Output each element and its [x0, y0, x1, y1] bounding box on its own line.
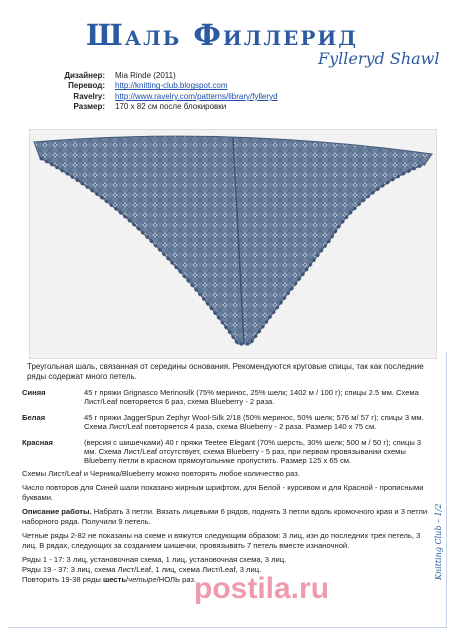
page-title: Шаль Филлерид — [86, 18, 359, 52]
repeat-rows-suffix: /НОЛЬ раз. — [156, 575, 197, 584]
size-label: Размер: — [73, 102, 105, 112]
ravelry-label: Ravelry: — [73, 91, 105, 101]
repeat-note: Схемы Лист/Leaf и Черника/Blueberry можно повторять любое количество раз. — [22, 469, 300, 478]
translation-row — [40, 81, 278, 91]
ravelry-link[interactable]: http://www.ravelry.com/patterns/library/fylleryd — [115, 91, 278, 101]
shawl-image — [30, 130, 436, 358]
translation-link[interactable]: http://knitting-club.blogspot.com — [115, 81, 228, 91]
designer-row — [40, 71, 278, 81]
pattern-info — [40, 71, 278, 113]
designer-value: Mia Rinde (2011) — [115, 71, 176, 80]
designer-label: Дизайнер: — [64, 71, 105, 80]
page-subtitle: Fylleryd Shawl — [318, 49, 440, 68]
yarn-white-desc: 45 г пряжи JaggerSpun Zephyr Wool-Silk 2/18 (50% меринос, 50% шелк; 576 м/ 57 г); спицы 3 мм. Схема Лист/Leaf повторяется 4 раза, схема Blueberry - 2 раза. Размер 140 х 75 см. — [84, 412, 424, 432]
yarn-blue-name: Синяя — [22, 388, 46, 397]
repeat-sep: / — [126, 575, 129, 584]
work-description-label: Описание работы. — [22, 507, 92, 516]
rows-19-37: Ряды 19 - 37: 3 лиц, схема Лист/Leaf, 1 лиц, схема Лист/Leaf, 3 лиц. — [22, 565, 262, 574]
side-footer: Knitting Club – 1/2 — [434, 503, 443, 580]
yarn-white-name: Белая — [22, 412, 46, 422]
even-rows-note: Четные ряды 2-82 не показаны на схеме и вяжутся следующим образом: 3 лиц, изн до последних трех петель, 3 лиц. В рядах, следующих за созданием шишечки, провязывать 7 петель вместе изнаночной. — [22, 531, 421, 550]
yarn-red-name: Красная — [22, 437, 53, 447]
size-row — [40, 102, 278, 112]
yarn-red-desc: (версия с шишечками) 40 г пряжи Teetee Elegant (70% шерсть, 30% шелк; 500 м / 50 г); спицы 3 мм. Схема Лист/Leaf отсутствует, схема Blueberry - 5 раз, при первом провязывании схемы Blueberry петли в красном прямоугольнике пропустить. Размер 125 х 65 см. — [84, 437, 422, 466]
font-note: Число повторов для Синей шали показано жирным шрифтом, для Белой - курсивом и для Красной - прописными буквами. — [22, 483, 424, 502]
repeat-rows-prefix: Повторить 19-38 ряды — [22, 575, 103, 584]
work-description-text: Набрать 3 петли. Вязать лицевыми 6 рядов, поднять 3 петли вдоль кромочного края и 3 петли наборного ряда. Получили 9 петель. — [22, 507, 428, 526]
intro-text: Треугольная шаль, связанная от середины основания. Рекомендуются круговые спицы, так как последние ряды содержат много петель. — [27, 362, 424, 381]
size-value: 170 x 82 см после блокировки — [115, 102, 227, 112]
repeat-count-bold: шесть — [102, 575, 127, 584]
translation-label: Перевод: — [68, 81, 105, 91]
yarn-blue-desc: 45 г пряжи Grignasco Merinosilk (75% меринос, 25% шелк; 1402 м / 100 г); спицы 2.5 мм. Схема Лист/Leaf повторяется 6 раз, схема Blueberry - 2 раза. — [84, 388, 419, 407]
repeat-count-italic: четыре — [128, 575, 157, 584]
rows-1-17: Ряды 1 - 17: 3 лиц, установочная схема, 1 лиц, установочная схема, 3 лиц. — [22, 555, 287, 564]
watermark: postila.ru — [194, 572, 330, 605]
ravelry-row — [40, 92, 278, 102]
shawl-photo — [29, 129, 437, 359]
